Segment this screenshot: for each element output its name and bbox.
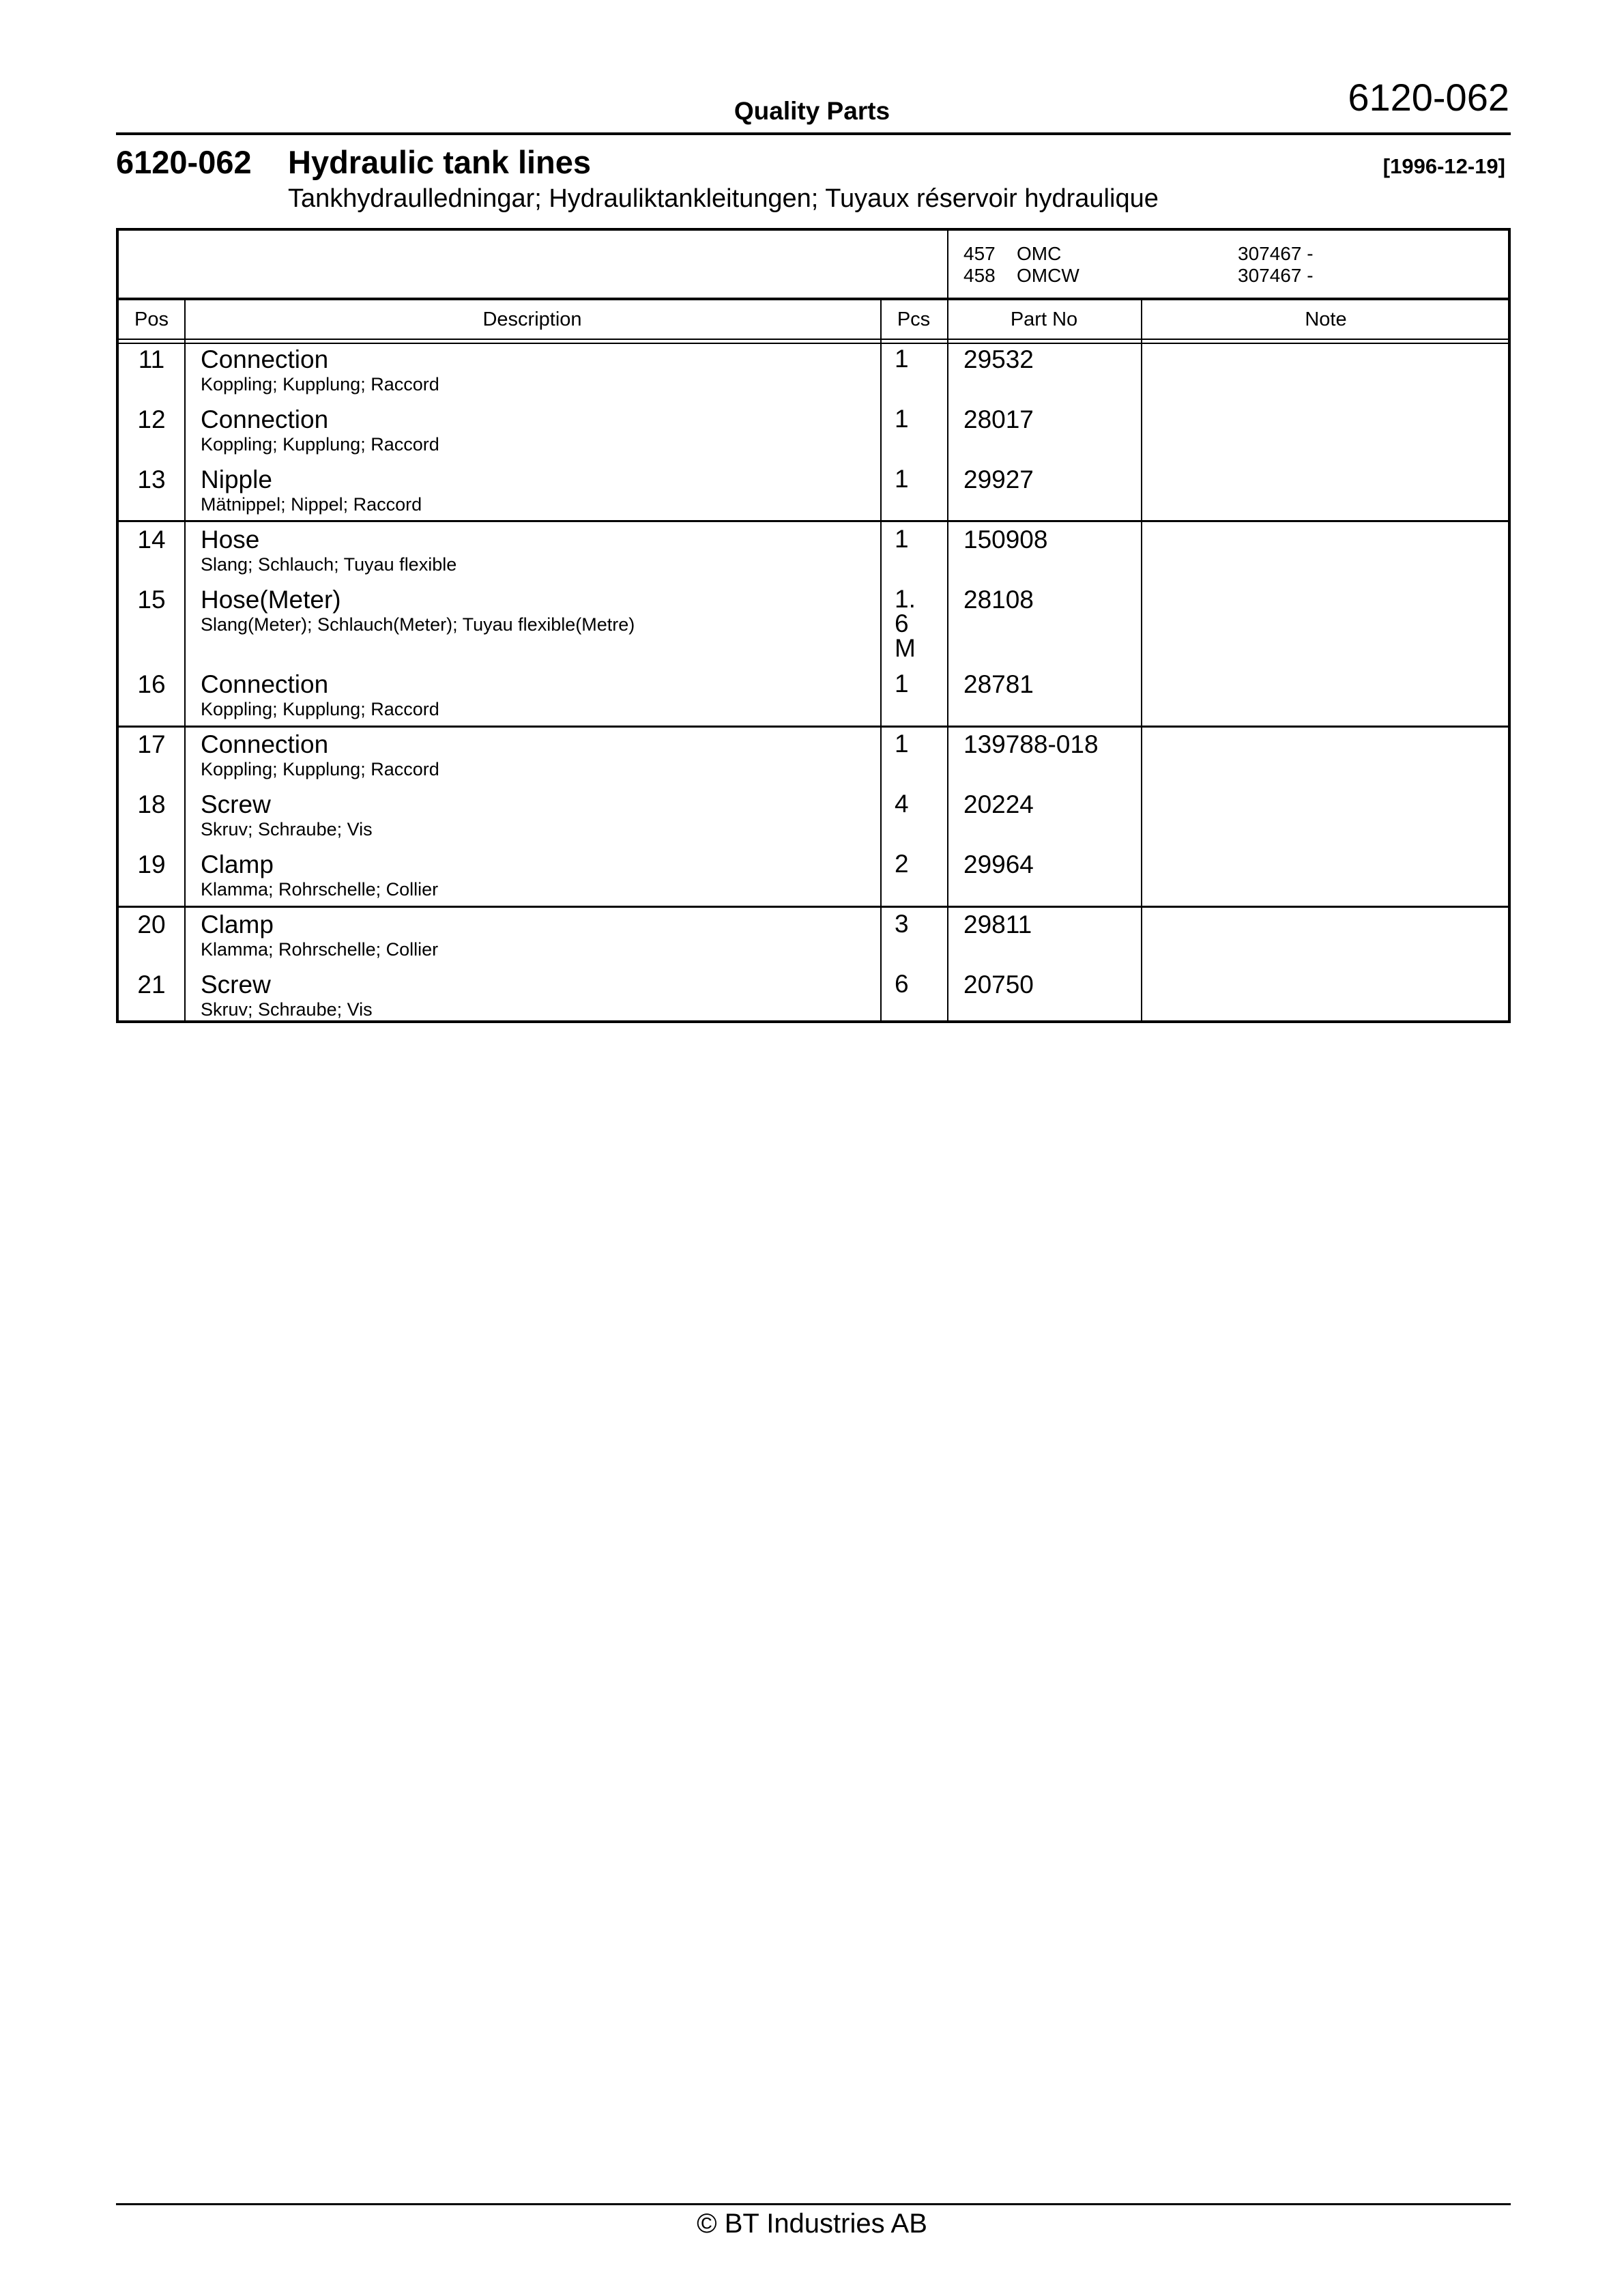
row-name: Connection xyxy=(201,405,329,433)
header-line xyxy=(119,339,1508,340)
section-code: 6120-062 xyxy=(116,144,252,180)
column-divider xyxy=(947,299,948,1023)
row-translation: Skruv; Schraube; Vis xyxy=(201,999,373,1020)
col-description: Description xyxy=(482,308,582,330)
row-pcs: 3 xyxy=(895,910,909,938)
row-name: Connection xyxy=(201,730,329,758)
model-bottom-line xyxy=(119,298,1508,300)
row-pcs: 1 xyxy=(895,405,909,433)
row-pos: 21 xyxy=(137,971,166,999)
model-num: 458 xyxy=(963,265,996,286)
row-translation: Slang; Schlauch; Tuyau flexible xyxy=(201,554,457,575)
header-title: Quality Parts xyxy=(734,97,890,125)
row-pcs: 6 xyxy=(895,970,909,998)
row-pos: 13 xyxy=(137,465,166,493)
row-pos: 14 xyxy=(137,526,166,554)
col-pcs: Pcs xyxy=(897,308,931,330)
row-translation: Mätnippel; Nippel; Raccord xyxy=(201,494,422,515)
row-translation: Koppling; Kupplung; Raccord xyxy=(201,759,439,779)
row-name: Hose xyxy=(201,526,260,554)
header-line xyxy=(119,343,1508,344)
footer-rule xyxy=(116,2203,1511,2205)
model-divider xyxy=(947,231,948,299)
row-pos: 15 xyxy=(137,586,166,614)
row-part-no: 29927 xyxy=(963,465,1034,493)
row-pos: 12 xyxy=(137,405,166,433)
row-part-no: 20224 xyxy=(963,790,1034,818)
col-note: Note xyxy=(1305,308,1347,330)
row-pos: 19 xyxy=(137,850,166,878)
row-translation: Koppling; Kupplung; Raccord xyxy=(201,374,439,394)
column-divider xyxy=(1141,299,1142,1023)
row-name: Clamp xyxy=(201,910,274,938)
col-pos: Pos xyxy=(134,308,169,330)
row-part-no: 28781 xyxy=(963,670,1034,698)
row-name: Connection xyxy=(201,345,329,373)
model-name: OMC xyxy=(1017,243,1062,264)
row-translation: Slang(Meter); Schlauch(Meter); Tuyau flexible(Metre) xyxy=(201,614,635,635)
group-line xyxy=(119,726,1508,728)
section-date: [1996-12-19] xyxy=(1382,154,1505,178)
row-part-no: 29532 xyxy=(963,345,1034,373)
page-code: 6120-062 xyxy=(1348,76,1509,119)
row-pcs: 1 xyxy=(895,670,909,698)
section-title: Hydraulic tank lines xyxy=(288,144,592,180)
row-name: Screw xyxy=(201,790,271,818)
row-pcs: 1 xyxy=(895,730,909,758)
row-name: Clamp xyxy=(201,850,274,878)
row-pcs: 4 xyxy=(895,790,909,818)
row-pos: 11 xyxy=(138,345,165,373)
header-rule xyxy=(116,132,1511,135)
group-line xyxy=(119,906,1508,908)
section-subtitle: Tankhydraulledningar; Hydrauliktankleitungen; Tuyaux réservoir hydraulique xyxy=(288,184,1159,213)
row-pos: 17 xyxy=(137,730,166,758)
row-pos: 18 xyxy=(137,790,166,818)
row-part-no: 29964 xyxy=(963,850,1034,878)
col-part-no: Part No xyxy=(1010,308,1078,330)
row-translation: Klamma; Rohrschelle; Collier xyxy=(201,939,439,960)
row-name: Nipple xyxy=(201,465,272,493)
row-part-no: 150908 xyxy=(963,526,1048,554)
row-pos: 20 xyxy=(137,910,166,938)
row-translation: Klamma; Rohrschelle; Collier xyxy=(201,879,439,900)
row-pcs: 1.6M xyxy=(895,585,916,662)
row-pcs: 2 xyxy=(895,850,909,878)
footer-copyright: © BT Industries AB xyxy=(697,2209,927,2239)
model-num: 457 xyxy=(963,243,996,264)
model-serial: 307467 - xyxy=(1238,265,1314,286)
model-name: OMCW xyxy=(1017,265,1079,286)
group-line xyxy=(119,520,1508,522)
row-pcs: 1 xyxy=(895,345,909,373)
row-name: Hose(Meter) xyxy=(201,586,341,614)
parts-table xyxy=(116,228,1511,1023)
row-name: Screw xyxy=(201,971,271,999)
column-divider xyxy=(880,299,882,1023)
row-pcs: 1 xyxy=(895,465,909,493)
row-part-no: 20750 xyxy=(963,971,1034,999)
row-translation: Koppling; Kupplung; Raccord xyxy=(201,434,439,455)
row-part-no: 28108 xyxy=(963,586,1034,614)
model-serial: 307467 - xyxy=(1238,243,1314,264)
row-part-no: 139788-018 xyxy=(963,730,1099,758)
row-pcs: 1 xyxy=(895,525,909,553)
row-pos: 16 xyxy=(137,670,166,698)
row-part-no: 29811 xyxy=(963,910,1032,938)
row-name: Connection xyxy=(201,670,329,698)
column-divider xyxy=(184,299,186,1023)
row-part-no: 28017 xyxy=(963,405,1034,433)
row-translation: Koppling; Kupplung; Raccord xyxy=(201,699,439,719)
row-translation: Skruv; Schraube; Vis xyxy=(201,819,373,840)
